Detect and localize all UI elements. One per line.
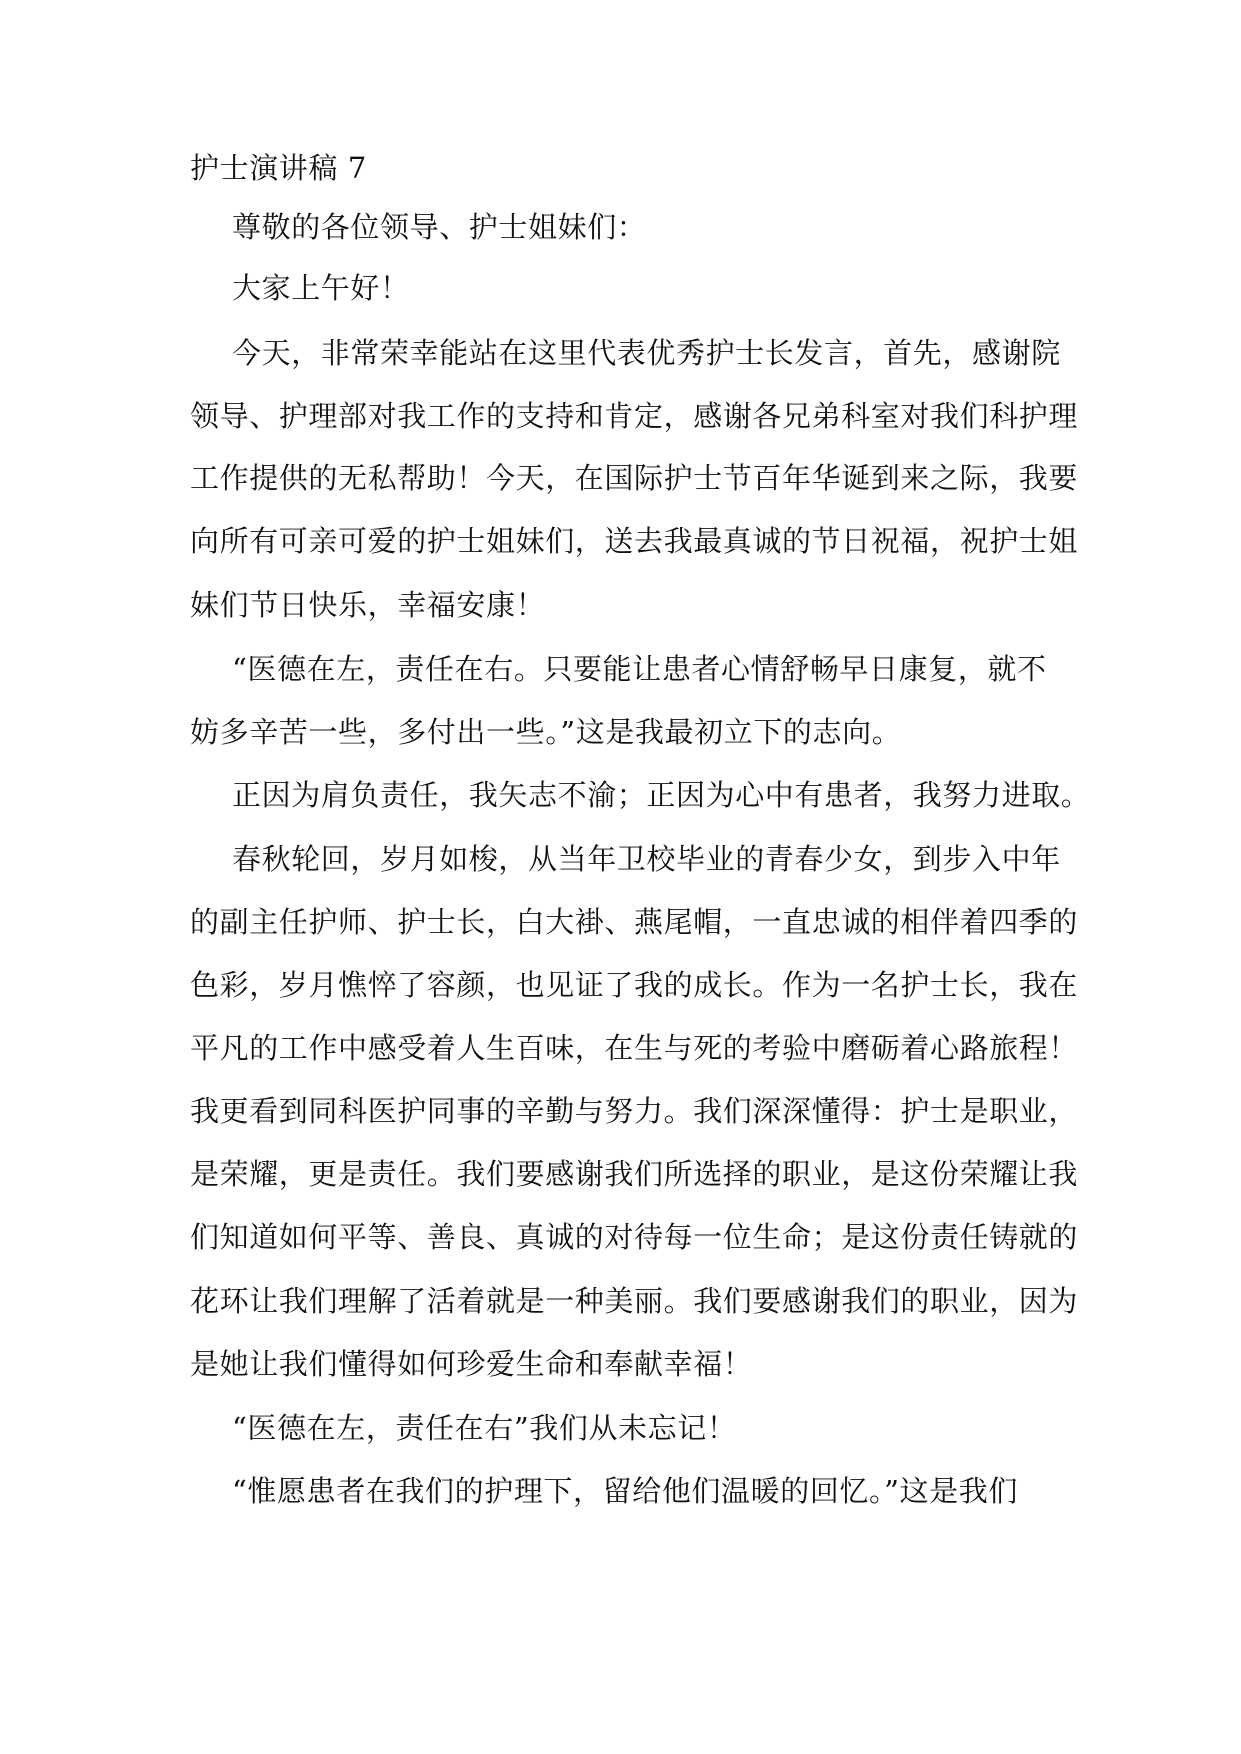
text-line: 领导、护理部对我工作的支持和肯定，感谢各兄弟科室对我们科护理 bbox=[190, 399, 1079, 433]
text-line: 们知道如何平等、善良、真诚的对待每一位生命；是这份责任铸就的 bbox=[190, 1220, 1079, 1254]
text-line: 平凡的工作中感受着人生百味，在生与死的考验中磨砺着心路旅程！ bbox=[190, 1031, 1079, 1065]
text-line: 大家上午好！ bbox=[232, 271, 410, 305]
text-line: 妹们节日快乐，幸福安康！ bbox=[190, 588, 546, 622]
text-line: “医德在左，责任在右。只要能让患者心情舒畅早日康复，就不 bbox=[232, 652, 1047, 686]
text-line: “惟愿患者在我们的护理下，留给他们温暖的回忆。”这是我们 bbox=[232, 1474, 1018, 1508]
text-line: 花环让我们理解了活着就是一种美丽。我们要感谢我们的职业，因为 bbox=[190, 1284, 1079, 1318]
text-line: 是她让我们懂得如何珍爱生命和奉献幸福！ bbox=[190, 1347, 753, 1381]
text-line: 色彩，岁月憔悴了容颜，也见证了我的成长。作为一名护士长，我在 bbox=[190, 968, 1079, 1002]
document-title: 护士演讲稿 7 bbox=[190, 151, 367, 185]
text-line: 是荣耀，更是责任。我们要感谢我们所选择的职业，是这份荣耀让我 bbox=[190, 1157, 1079, 1191]
text-line: 工作提供的无私帮助！今天，在国际护士节百年华诞到来之际，我要 bbox=[190, 461, 1079, 495]
text-line: “医德在左，责任在右”我们从未忘记！ bbox=[232, 1411, 737, 1445]
text-line: 正因为肩负责任，我矢志不渝；正因为心中有患者，我努力进取。 bbox=[232, 778, 1091, 812]
text-line: 妨多辛苦一些，多付出一些。”这是我最初立下的志向。 bbox=[190, 715, 902, 749]
text-line: 向所有可亲可爱的护士姐妹们，送去我最真诚的节日祝福，祝护士姐 bbox=[190, 524, 1079, 558]
text-line: 尊敬的各位领导、护士姐妹们： bbox=[232, 210, 647, 244]
text-line: 春秋轮回，岁月如梭，从当年卫校毕业的青春少女，到步入中年 bbox=[232, 842, 1061, 876]
text-line: 我更看到同科医护同事的辛勤与努力。我们深深懂得：护士是职业， bbox=[190, 1094, 1079, 1128]
text-line: 今天，非常荣幸能站在这里代表优秀护士长发言，首先，感谢院 bbox=[232, 336, 1061, 370]
text-line: 的副主任护师、护士长，白大褂、燕尾帽，一直忠诚的相伴着四季的 bbox=[190, 905, 1079, 939]
